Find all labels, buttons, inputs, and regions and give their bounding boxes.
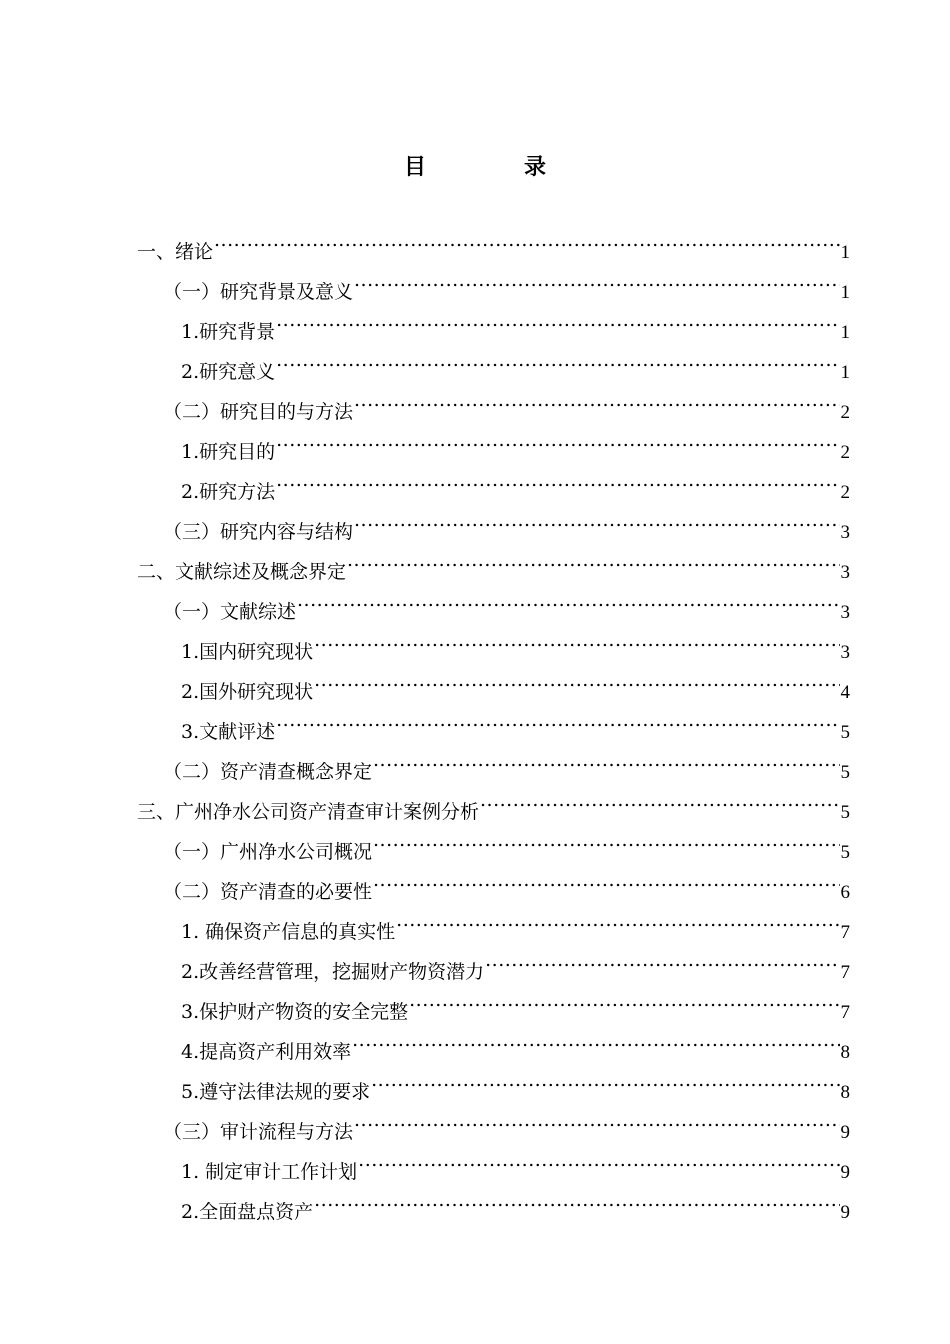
toc-leader-dots [276, 702, 839, 738]
toc-entry-text: 2.研究方法 [181, 481, 276, 503]
toc-entry[interactable] [181, 1182, 850, 1222]
toc-entry-text: 一、绪论 [137, 241, 214, 263]
toc-entry-text: 1. 制定审计工作计划 [181, 1161, 358, 1183]
toc-page-number: 1 [840, 322, 850, 343]
toc-leader-dots [314, 622, 839, 658]
toc-leader-dots [371, 1062, 839, 1098]
toc-leader-dots [347, 542, 839, 578]
toc-entry[interactable] [137, 542, 850, 582]
toc-page-number: 5 [840, 762, 850, 783]
toc-leader-dots [373, 862, 839, 898]
toc-page-number: 3 [840, 642, 850, 663]
toc-entry[interactable] [181, 422, 850, 462]
toc-entry[interactable] [163, 822, 850, 862]
toc-entry-text: 3.文献评述 [181, 721, 276, 743]
toc-leader-dots [373, 822, 839, 858]
toc-page-number: 7 [840, 962, 850, 983]
toc-entry-text: （二）资产清查的必要性 [163, 881, 373, 903]
toc-entry[interactable] [181, 942, 850, 982]
toc-page-number: 8 [840, 1042, 850, 1063]
toc-leader-dots [354, 1102, 839, 1138]
toc-leader-dots [314, 662, 839, 698]
toc-entry-text: 1.国内研究现状 [181, 641, 314, 663]
toc-leader-dots [485, 942, 839, 978]
toc-leader-dots [314, 1182, 839, 1218]
toc-page-number: 5 [840, 842, 850, 863]
toc-entry-text: （三）研究内容与结构 [163, 521, 354, 543]
toc-page-number: 1 [840, 242, 850, 263]
toc-page-number: 6 [840, 882, 850, 903]
toc-entry-text: 2.改善经营管理，挖掘财产物资潜力 [181, 961, 485, 983]
toc-leader-dots [297, 582, 839, 618]
toc-entry-text: 二、文献综述及概念界定 [137, 561, 347, 583]
toc-entry-text: 3.保护财产物资的安全完整 [181, 1001, 409, 1023]
toc-entry-text: 1.研究目的 [181, 441, 276, 463]
toc-entry-text: （一）文献综述 [163, 601, 297, 623]
toc-leader-dots [276, 342, 839, 378]
toc-entry[interactable] [181, 902, 850, 942]
toc-entry-text: （二）资产清查概念界定 [163, 761, 373, 783]
toc-entry[interactable] [163, 582, 850, 622]
toc-page-number: 7 [840, 922, 850, 943]
toc-entry[interactable] [181, 622, 850, 662]
toc-leader-dots [214, 222, 839, 258]
toc-entry[interactable] [181, 462, 850, 502]
toc-entry-text: （一）广州净水公司概况 [163, 841, 373, 863]
toc-page-number: 8 [840, 1082, 850, 1103]
toc-entry-text: 2.研究意义 [181, 361, 276, 383]
toc-entry[interactable] [137, 782, 850, 822]
toc-leader-dots [480, 782, 839, 818]
toc-entry[interactable] [163, 502, 850, 542]
toc-page-number: 4 [840, 682, 850, 703]
toc-entry-text: 2.全面盘点资产 [181, 1201, 314, 1223]
page-title [0, 150, 950, 181]
toc-page-number: 3 [840, 562, 850, 583]
toc-entry-text: 5.遵守法律法规的要求 [181, 1081, 371, 1103]
toc-leader-dots [276, 422, 839, 458]
toc-entry[interactable] [181, 702, 850, 742]
toc-page-number: 1 [840, 282, 850, 303]
toc-entry-text: 4.提高资产利用效率 [181, 1041, 352, 1063]
toc-page-number: 5 [840, 802, 850, 823]
toc-entry[interactable] [163, 1102, 850, 1142]
toc-page-number: 9 [840, 1162, 850, 1183]
toc-page-number: 2 [840, 482, 850, 503]
toc-entry[interactable] [181, 1022, 850, 1062]
toc-page-number: 5 [840, 722, 850, 743]
toc-entry[interactable] [181, 1142, 850, 1182]
toc-leader-dots [276, 302, 839, 338]
toc-entry-text: 2.国外研究现状 [181, 681, 314, 703]
toc-entry-text: 1. 确保资产信息的真实性 [181, 921, 396, 943]
toc-entry[interactable] [181, 982, 850, 1022]
toc-page-number: 2 [840, 442, 850, 463]
toc-entry-text: （一）研究背景及意义 [163, 281, 354, 303]
toc-entry[interactable] [163, 382, 850, 422]
toc-entry-text: （三）审计流程与方法 [163, 1121, 354, 1143]
toc-entry[interactable] [181, 1062, 850, 1102]
toc-page-number: 1 [840, 362, 850, 383]
toc-leader-dots [352, 1022, 839, 1058]
toc-entry-text: （二）研究目的与方法 [163, 401, 354, 423]
toc-entry[interactable] [163, 262, 850, 302]
toc-leader-dots [373, 742, 839, 778]
toc-entry[interactable] [181, 662, 850, 702]
toc-page-number: 3 [840, 602, 850, 623]
toc-entry[interactable] [163, 862, 850, 902]
toc-entry[interactable] [137, 222, 850, 262]
toc-leader-dots [276, 462, 839, 498]
toc-page-number: 3 [840, 522, 850, 543]
title-char-1: 目 [403, 155, 426, 180]
toc-leader-dots [358, 1142, 839, 1178]
toc-leader-dots [409, 982, 839, 1018]
toc-leader-dots [354, 382, 839, 418]
toc-entry[interactable] [181, 342, 850, 382]
toc-page-number: 9 [840, 1202, 850, 1223]
toc-entry-text: 三、广州净水公司资产清查审计案例分析 [137, 801, 480, 823]
toc-entry-text: 1.研究背景 [181, 321, 276, 343]
toc-page-number: 9 [840, 1122, 850, 1143]
toc-page-number: 7 [840, 1002, 850, 1023]
title-char-2: 录 [524, 155, 547, 180]
toc-leader-dots [354, 502, 839, 538]
toc-page-number: 2 [840, 402, 850, 423]
toc-leader-dots [396, 902, 839, 938]
toc-leader-dots [354, 262, 839, 298]
toc-entry[interactable] [181, 302, 850, 342]
toc-entry[interactable] [163, 742, 850, 782]
